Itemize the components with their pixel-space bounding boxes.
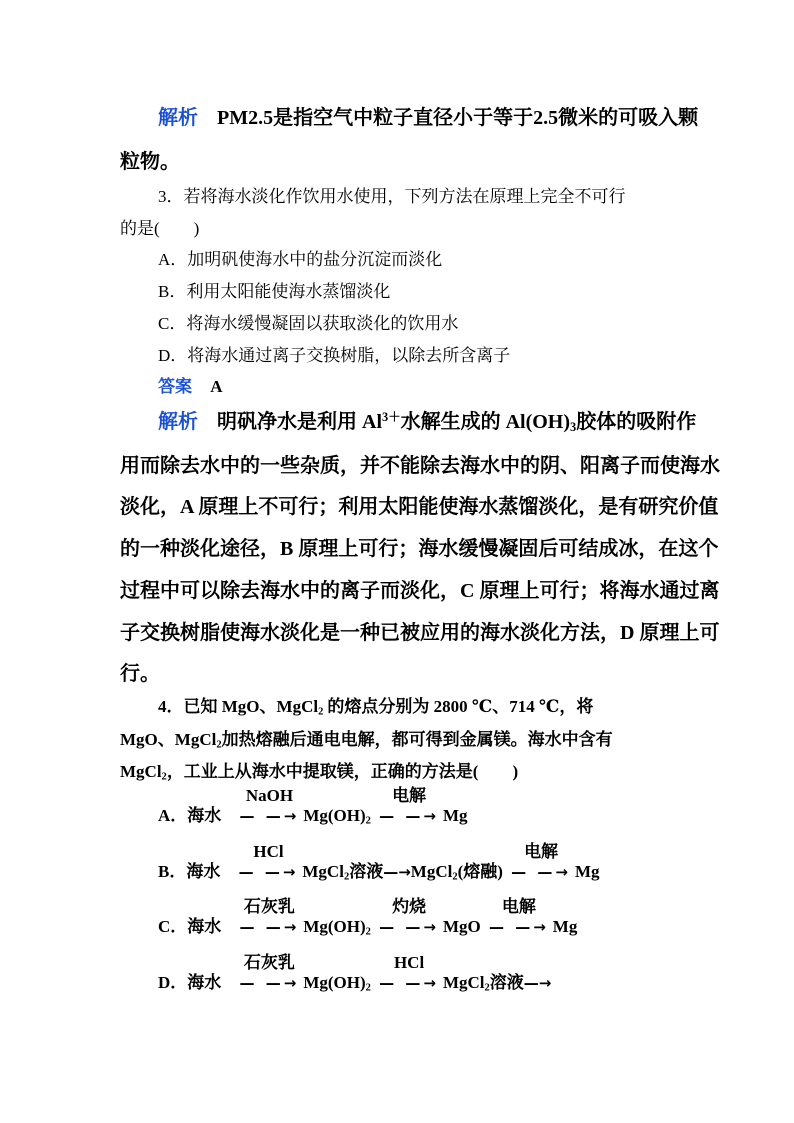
- question-3-explanation-line-7: [120, 657, 160, 686]
- option-prefix: A．海水: [158, 806, 222, 825]
- subscript: 2: [484, 982, 490, 994]
- explanation-text: PM2.5是指空气中粒子直径小于等于2.5微米的可吸入颗: [217, 107, 699, 129]
- subscript: 3: [570, 420, 577, 435]
- product: Mg(OH): [303, 973, 366, 992]
- arrow-icon: — —→: [239, 918, 300, 936]
- question-3-answer: [158, 372, 223, 397]
- question-text: ，工业上从海水中提取镁，正确的方法是( ): [166, 762, 519, 781]
- reagent-label: 电解: [392, 786, 427, 805]
- arrow-icon: — —→: [239, 807, 300, 825]
- question-text: 3．若将海水淡化作饮用水使用，下列方法在原理上完全不可行: [158, 187, 626, 206]
- arrow-icon: — —→: [379, 974, 439, 992]
- explanation-text: 水解生成的 Al(OH): [400, 411, 571, 433]
- reagent-label: 电解: [501, 897, 536, 916]
- subscript: 2: [365, 982, 371, 994]
- product: (熔融): [457, 862, 503, 881]
- explanation-text: 用而除去水中的一些杂质，并不能除去海水中的阴、阳离子而使海水: [120, 455, 720, 477]
- reagent-label: NaOH: [245, 786, 294, 805]
- product: MgO: [442, 917, 481, 936]
- explanation-text: 粒物。: [120, 151, 180, 173]
- product: MgCl: [410, 862, 453, 881]
- explanation-text: 过程中可以除去海水中的离子而淡化，C 原理上可行；将海水通过离: [120, 580, 720, 602]
- question-text: 4．已知 MgO、MgCl: [158, 697, 319, 716]
- subscript: 2: [365, 815, 371, 827]
- subscript: 2: [318, 706, 324, 718]
- reagent-label: 石灰乳: [243, 897, 295, 916]
- explanation-text: 淡化，A 原理上不可行；利用太阳能使海水蒸馏淡化，是有研究价值: [120, 496, 719, 518]
- question-3-explanation-line-6: [120, 616, 719, 645]
- arrow-icon: —→: [383, 863, 411, 881]
- product: Mg(OH): [303, 917, 366, 936]
- arrow-icon: — —→: [239, 974, 300, 992]
- option-text: A．加明矾使海水中的盐分沉淀而淡化: [158, 250, 443, 269]
- option-prefix: C．海水: [158, 917, 222, 936]
- reaction-arrow: [239, 953, 300, 993]
- option-text: C．将海水缓慢凝固以获取淡化的饮用水: [158, 314, 459, 333]
- question-4-stem-line-2: [120, 725, 613, 751]
- reagent-label: 灼烧: [392, 897, 427, 916]
- question-4-option-a: [158, 786, 468, 827]
- answer-value: A: [210, 377, 223, 396]
- question-3-explanation-line-5: [120, 574, 719, 603]
- option-text: B．利用太阳能使海水蒸馏淡化: [158, 282, 391, 301]
- superscript: 3＋: [382, 410, 401, 425]
- arrow-icon: —→: [523, 974, 552, 992]
- question-text: MgCl: [120, 762, 162, 781]
- question-3-option-b: [158, 277, 390, 302]
- explanation-text: 子交换树脂使海水淡化是一种已被应用的海水淡化方法，D 原理上可: [120, 622, 720, 644]
- product: 溶液: [489, 973, 524, 992]
- question-3-explanation-line-1: [158, 405, 696, 435]
- reaction-arrow: [511, 842, 571, 882]
- reaction-arrow: [379, 897, 439, 937]
- explanation-1-line-2: [120, 145, 180, 174]
- reagent-label: 石灰乳: [243, 953, 295, 972]
- product: Mg(OH): [303, 806, 366, 825]
- question-4-option-c: [158, 897, 578, 938]
- product: MgCl: [302, 862, 344, 881]
- subscript: 2: [161, 771, 167, 783]
- option-prefix: B．海水: [158, 862, 221, 881]
- question-text: 加热熔融后通电电解，都可得到金属镁。海水中含有: [221, 730, 613, 749]
- product: Mg: [442, 806, 468, 825]
- question-text: 的是( ): [120, 219, 200, 238]
- question-3-option-c: [158, 309, 458, 334]
- explanation-text: 行。: [120, 663, 160, 685]
- question-3-explanation-line-2: [120, 449, 720, 478]
- question-4-option-b: [158, 842, 600, 883]
- product: 溶液: [349, 862, 384, 881]
- question-4-stem-line-1: [158, 692, 593, 718]
- question-3-explanation-line-3: [120, 490, 718, 519]
- arrow-icon: — —→: [379, 918, 439, 936]
- question-text: MgO、MgCl: [120, 730, 217, 749]
- question-4-stem-line-3: [120, 757, 518, 783]
- product: Mg: [552, 917, 578, 936]
- reaction-arrow: [489, 897, 549, 937]
- reagent-label: 电解: [524, 842, 559, 861]
- arrow-icon: — —→: [489, 918, 549, 936]
- question-3-stem-line-1: [158, 182, 626, 207]
- reaction-arrow: [379, 953, 439, 993]
- option-text: D．将海水通过离子交换树脂，以除去所含离子: [158, 346, 511, 365]
- reaction-arrow: [239, 897, 300, 937]
- question-text: 的熔点分别为 2800 ℃、714 ℃，将: [327, 697, 594, 716]
- explanation-text: 明矾净水是利用 Al: [217, 411, 382, 433]
- subscript: 2: [365, 926, 371, 938]
- arrow-icon: — —→: [379, 807, 439, 825]
- reaction-arrow: [379, 786, 439, 826]
- arrow-icon: — —→: [238, 863, 299, 881]
- reagent-label: HCl: [393, 953, 425, 972]
- answer-label: 答案: [158, 377, 192, 396]
- option-prefix: D．海水: [158, 973, 222, 992]
- explanation-label: 解析: [158, 107, 198, 129]
- reagent-label: HCl: [253, 842, 284, 861]
- subscript: 2: [452, 871, 458, 883]
- question-3-explanation-line-4: [120, 532, 718, 561]
- subscript: 2: [216, 739, 222, 751]
- explanation-1-line-1: [158, 101, 698, 130]
- reaction-arrow: [238, 842, 299, 882]
- arrow-icon: — —→: [511, 863, 571, 881]
- product: MgCl: [442, 973, 485, 992]
- explanation-label: 解析: [158, 411, 198, 433]
- explanation-text: 胶体的吸附作: [576, 411, 697, 433]
- reaction-arrow: [239, 786, 300, 826]
- question-3-stem-line-2: [120, 214, 199, 239]
- question-4-option-d: [158, 953, 552, 994]
- product: Mg: [574, 862, 600, 881]
- subscript: 2: [343, 871, 350, 883]
- explanation-text: 的一种淡化途径，B 原理上可行；海水缓慢凝固后可结成冰，在这个: [120, 538, 719, 560]
- question-3-option-a: [158, 245, 442, 270]
- question-3-option-d: [158, 341, 510, 366]
